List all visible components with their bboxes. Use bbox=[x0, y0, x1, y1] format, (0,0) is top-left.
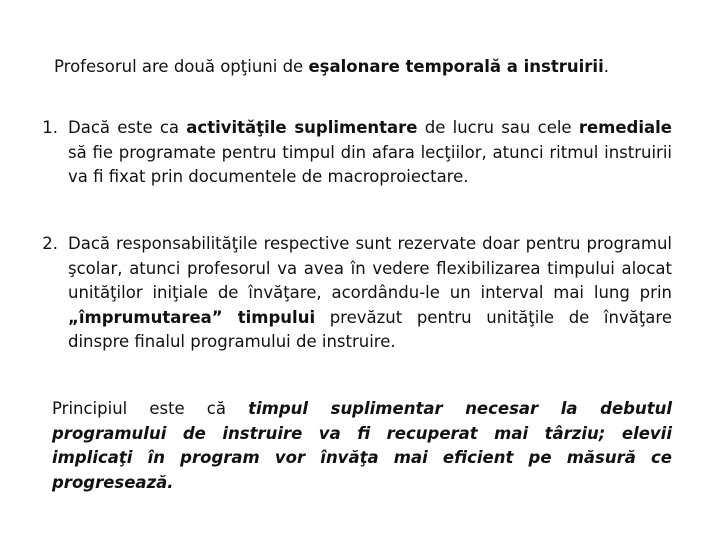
principle-emphasis: timpul suplimentar necesar la debutul programului de instruire va fi recuperat mai târziu; elevii implicaţi în program vor învăţa mai eficient pe măsură ce progresează. bbox=[52, 399, 673, 492]
list-number: 1. bbox=[42, 118, 58, 137]
list-item bbox=[12, 232, 672, 355]
item-2-text-1: Dacă responsabilităţile respective sunt rezervate doar pentru programul şcolar, atunci profesorul va avea în vedere flexibilizarea timpului alocat unităţilor iniţiale de învăţare, acordându-le un interval mai lung prin bbox=[68, 234, 672, 302]
item-1-text-1: Dacă este ca bbox=[68, 118, 187, 137]
item-1-bold-1: activităţile suplimentare bbox=[186, 118, 418, 137]
numbered-list-item-2 bbox=[12, 232, 672, 355]
principle-paragraph bbox=[52, 397, 672, 495]
item-1-bold-2: remediale bbox=[578, 118, 672, 137]
intro-paragraph bbox=[54, 55, 674, 79]
principle-text: Principiul este că bbox=[52, 399, 249, 418]
item-2-text-2: prevăzut pentru unităţile de învăţare dinspre finalul programului de instruire. bbox=[68, 307, 672, 351]
item-2-bold-1: „împrumutarea” timpului bbox=[68, 307, 316, 327]
intro-bold-term: eşalonare temporală a instruirii bbox=[308, 57, 604, 76]
numbered-list-item-1 bbox=[12, 116, 672, 190]
list-item bbox=[12, 116, 672, 190]
item-1-text-3: să fie programate pentru timpul din afara lecţiilor, atunci ritmul instruirii va fi fixat prin documentele de macroproiectare. bbox=[68, 142, 672, 186]
intro-text-1: Profesorul are două opţiuni de bbox=[54, 57, 309, 76]
item-1-text-2: de lucru sau cele bbox=[417, 118, 579, 137]
intro-text-2: . bbox=[603, 57, 609, 76]
list-number: 2. bbox=[42, 234, 58, 253]
